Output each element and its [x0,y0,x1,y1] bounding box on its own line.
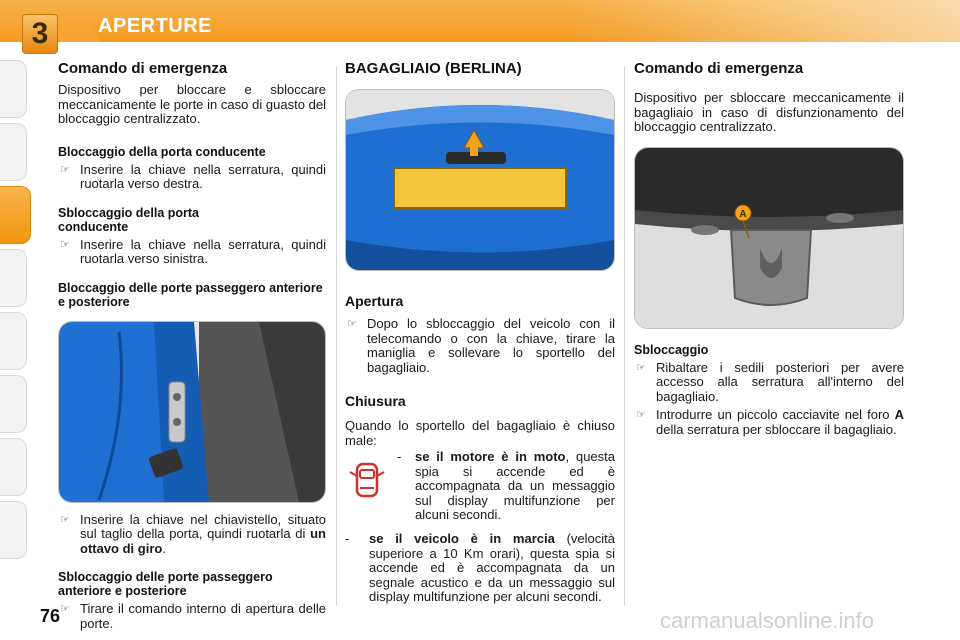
watermark: carmanualsonline.info [660,608,875,633]
subsection-title: Apertura [345,293,404,309]
boot-lid-illustration [346,90,614,270]
hand-pointer-icon: ☞ [60,603,70,615]
section-title: Comando di emergenza [58,60,228,77]
warning-vehicle-moving: - se il veicolo è in marcia (velocità superiore a 10 Km orari), questa spia si accende ed è accompagnata da un segnale acustico e da un messaggio sul display multifunzione per alcuni secondi. [345,531,615,604]
closing-intro: Quando lo sportello del bagagliaio è chiuso male: [345,418,615,448]
subsection-title: Bloccaggio della porta conducente [58,144,266,159]
column-divider [336,66,337,606]
section-title: Comando di emergenza [634,60,804,77]
hand-pointer-icon: ☞ [636,409,646,421]
intro-text: Dispositivo per bloccare e sbloccare meccanicamente le porte in caso di guasto del bloccaggio centralizzato. [58,82,326,126]
instruction-item: ☞ Introdurre un piccolo cacciavite nel foro A della serratura per sbloccare il bagagliaio. [636,407,904,437]
boot-lock-photo [634,147,904,329]
subsection-title: Bloccaggio delle porte passeggero anteriore e posteriore [58,280,323,309]
hand-pointer-icon: ☞ [636,361,646,374]
subsection-title: Chiusura [345,393,406,409]
hand-pointer-icon: ☞ [60,238,70,251]
subsection-title: Sbloccaggio della porta conducente [58,205,199,234]
boot-open-warning-icon [347,460,387,500]
page-title: APERTURE [98,15,213,37]
subsection-title: Sbloccaggio delle porte passeggero anteriore e posteriore [58,570,273,598]
door-latch-photo [58,321,326,503]
callout-label: A [739,208,747,220]
warning-block [345,450,615,526]
hand-pointer-icon: ☞ [347,318,357,330]
instruction-item: ☞ Inserire la chiave nel chiavistello, situato sul taglio della porta, quindi ruotarla di un ottavo di giro. [60,511,326,556]
instruction-item: ☞ Dopo lo sbloccaggio del veicolo con il telecomando o con la chiave, tirare la maniglia e sollevare lo sportello del bagagliaio. [347,316,615,375]
door-latch-illustration [59,322,325,502]
instruction-item: ☞ Inserire la chiave nella serratura, quindi ruotarla verso sinistra. [60,236,326,266]
instruction-item: ☞ Tirare il comando interno di apertura delle porte. [60,601,326,631]
hand-pointer-icon: ☞ [60,513,70,526]
boot-handle-photo [345,89,615,271]
column-boot [345,60,615,605]
boot-lock-illustration [635,148,903,328]
instruction-item: ☞ Inserire la chiave nella serratura, quindi ruotarla verso destra. [60,161,326,191]
column-boot-emergency [634,60,904,437]
side-tab [0,123,27,181]
intro-text: Dispositivo per sbloccare meccanicamente il bagagliaio in caso di disfunzionamento del bloccaggio centralizzato. [634,90,904,134]
side-tab [0,312,27,370]
side-tab-active [0,186,31,244]
section-title: BAGAGLIAIO (BERLINA) [345,60,522,77]
column-door-emergency [58,60,326,631]
hand-pointer-icon: ☞ [60,163,70,176]
side-tab [0,375,27,433]
page-number: 76 [40,606,61,626]
column-divider [624,66,625,606]
side-tab [0,249,27,307]
side-tab [0,438,27,496]
warning-engine-running: - se il motore è in moto, questa spia si accende ed è accompagnata da un messaggio sul display multifunzione per alcuni secondi. [397,449,616,522]
side-tab [0,501,27,559]
side-tab [0,60,27,118]
subsection-title: Sbloccaggio [634,342,709,357]
instruction-item: ☞ Ribaltare i sedili posteriori per avere accesso alla serratura all'interno del bagagliaio. [636,359,904,404]
chapter-number: 3 [22,14,58,54]
chapter-side-tabs [0,60,30,564]
